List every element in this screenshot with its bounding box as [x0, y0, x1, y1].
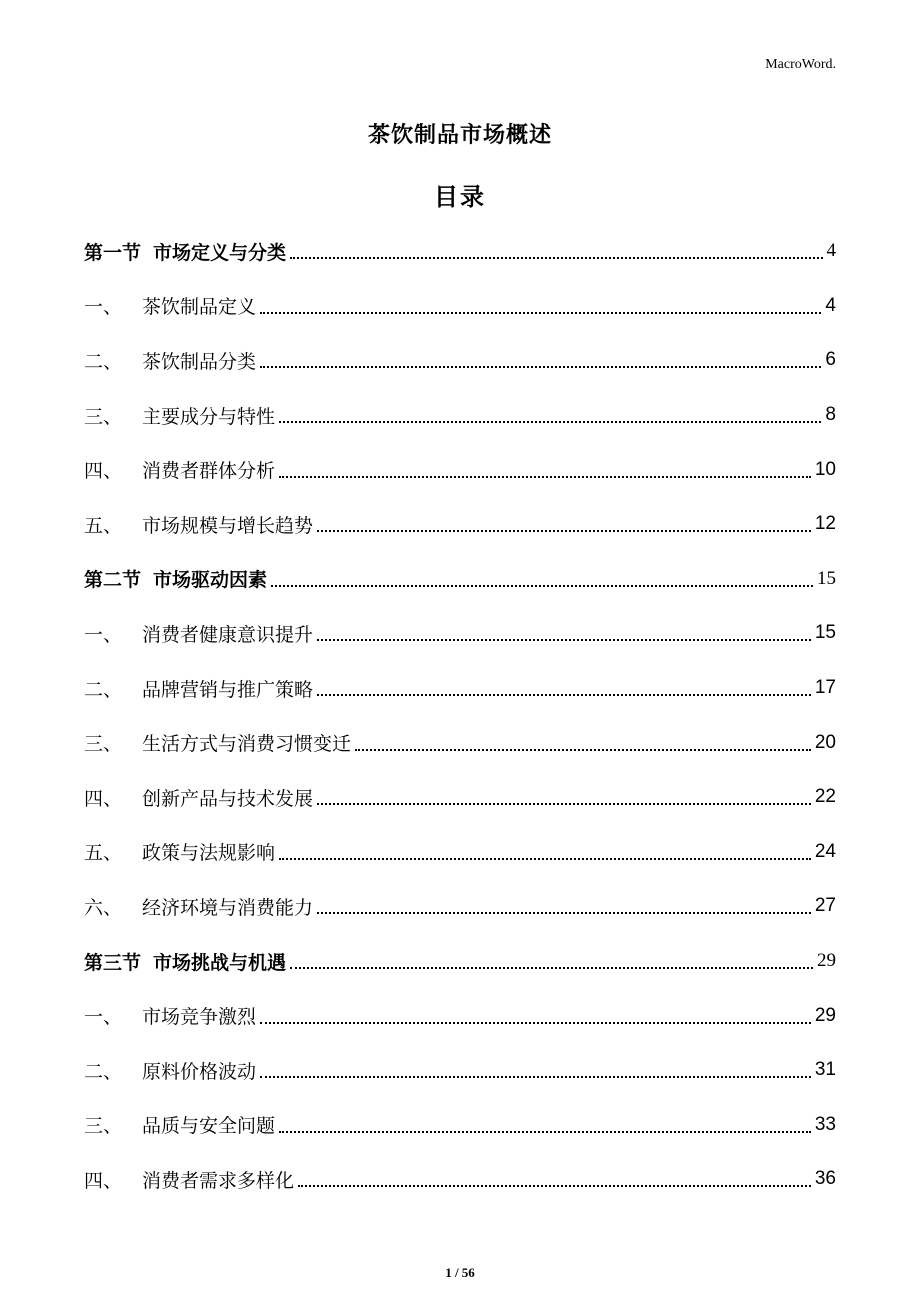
toc-entry-number: 第三节: [84, 951, 142, 974]
toc-entry-text: 政策与法规影响: [142, 842, 276, 865]
toc-entry-label: [84, 456, 275, 483]
toc-entry-label: [84, 511, 313, 538]
toc-entry-number: 第二节: [84, 569, 142, 592]
toc-entry-label: [84, 402, 275, 429]
toc-page-number: 29: [814, 1004, 836, 1026]
toc-page-number: 36: [814, 1168, 836, 1190]
toc-entry-label: [84, 1057, 256, 1084]
toc-entry-label: [84, 893, 313, 920]
toc-entry-number: 三、: [84, 1115, 123, 1138]
toc-section-entry[interactable]: [84, 552, 836, 607]
toc-entry-text: 品质与安全问题: [142, 1115, 276, 1138]
toc-page-number: 10: [814, 458, 836, 480]
toc-entry-text: 茶饮制品定义: [142, 296, 257, 319]
toc-item-entry[interactable]: [84, 825, 836, 880]
toc-dot-leader: [317, 803, 811, 805]
toc-section-entry[interactable]: [84, 224, 836, 279]
toc-entry-number: 一、: [84, 1006, 123, 1029]
toc-heading: 目录: [434, 183, 486, 211]
toc-entry-number: 五、: [84, 842, 123, 865]
toc-entry-label: [84, 729, 351, 756]
toc-dot-leader: [260, 1022, 811, 1024]
toc-entry-text: 主要成分与特性: [142, 405, 276, 428]
toc-page-number: 17: [814, 677, 836, 699]
toc-item-entry[interactable]: [84, 988, 836, 1043]
toc-entry-number: 二、: [84, 350, 123, 373]
toc-entry-label: [84, 565, 267, 592]
toc-item-entry[interactable]: [84, 279, 836, 334]
toc-entry-label: [84, 347, 256, 374]
toc-dot-leader: [260, 366, 821, 368]
toc-entry-text: 消费者需求多样化: [142, 1169, 295, 1192]
toc-page-number: 4: [825, 294, 836, 316]
page-indicator: 1 / 56: [445, 1265, 475, 1280]
toc-page-number: 4: [826, 240, 836, 262]
toc-item-entry[interactable]: [84, 333, 836, 388]
toc-entry-text: 品牌营销与推广策略: [142, 678, 314, 701]
toc-entry-label: [84, 838, 275, 865]
toc-entry-text: 市场定义与分类: [153, 241, 287, 264]
toc-dot-leader: [279, 1131, 811, 1133]
toc-dot-leader: [317, 694, 811, 696]
toc-dot-leader: [290, 967, 813, 969]
toc-page-number: 15: [814, 622, 836, 644]
toc-page-number: 24: [814, 840, 836, 862]
toc-item-entry[interactable]: [84, 715, 836, 770]
toc-page-number: 27: [814, 895, 836, 917]
toc-item-entry[interactable]: [84, 661, 836, 716]
toc-entry-number: 四、: [84, 460, 123, 483]
toc-entry-text: 消费者群体分析: [142, 460, 276, 483]
toc-entry-number: 四、: [84, 1169, 123, 1192]
toc-entry-text: 生活方式与消费习惯变迁: [142, 733, 352, 756]
toc-item-entry[interactable]: [84, 497, 836, 552]
toc-entry-text: 市场竞争激烈: [142, 1006, 257, 1029]
toc-item-entry[interactable]: [84, 879, 836, 934]
toc-dot-leader: [279, 476, 811, 478]
table-of-contents: [84, 224, 836, 1207]
toc-entry-text: 市场规模与增长趋势: [142, 514, 314, 537]
toc-dot-leader: [279, 421, 821, 423]
toc-entry-number: 第一节: [84, 241, 142, 264]
toc-entry-label: [84, 675, 313, 702]
toc-dot-leader: [279, 858, 811, 860]
toc-dot-leader: [260, 312, 821, 314]
toc-page-number: 22: [814, 786, 836, 808]
toc-entry-label: [84, 1002, 256, 1029]
toc-dot-leader: [298, 1185, 811, 1187]
toc-entry-label: [84, 1111, 275, 1138]
toc-entry-label: [84, 948, 286, 975]
toc-page-number: 15: [817, 567, 836, 589]
toc-entry-number: 六、: [84, 896, 123, 919]
toc-page-number: 33: [814, 1113, 836, 1135]
toc-entry-number: 五、: [84, 514, 123, 537]
toc-entry-text: 原料价格波动: [142, 1060, 257, 1083]
toc-entry-label: [84, 292, 256, 319]
toc-item-entry[interactable]: [84, 442, 836, 497]
toc-item-entry[interactable]: [84, 1043, 836, 1098]
toc-item-entry[interactable]: [84, 388, 836, 443]
toc-entry-number: 二、: [84, 1060, 123, 1083]
toc-section-entry[interactable]: [84, 934, 836, 989]
toc-page-number: 20: [814, 731, 836, 753]
toc-entry-number: 一、: [84, 296, 123, 319]
header-brand-mark: MacroWord.: [765, 57, 836, 72]
toc-entry-text: 创新产品与技术发展: [142, 787, 314, 810]
toc-entry-number: 二、: [84, 678, 123, 701]
toc-dot-leader: [317, 530, 811, 532]
toc-entry-label: [84, 784, 313, 811]
toc-dot-leader: [271, 585, 813, 587]
toc-item-entry[interactable]: [84, 770, 836, 825]
toc-page-number: 8: [825, 404, 836, 426]
toc-item-entry[interactable]: [84, 606, 836, 661]
toc-page-number: 29: [817, 950, 836, 972]
toc-entry-label: [84, 1166, 294, 1193]
toc-entry-text: 经济环境与消费能力: [142, 896, 314, 919]
toc-dot-leader: [317, 639, 811, 641]
toc-entry-label: [84, 620, 313, 647]
toc-item-entry[interactable]: [84, 1152, 836, 1207]
toc-dot-leader: [290, 257, 822, 259]
toc-page-number: 31: [814, 1059, 836, 1081]
toc-entry-label: [84, 238, 286, 265]
toc-entry-text: 市场挑战与机遇: [153, 951, 287, 974]
toc-page-number: 12: [814, 513, 836, 535]
toc-entry-text: 消费者健康意识提升: [142, 623, 314, 646]
toc-entry-text: 茶饮制品分类: [142, 350, 257, 373]
toc-item-entry[interactable]: [84, 1098, 836, 1153]
toc-entry-number: 一、: [84, 623, 123, 646]
toc-entry-number: 三、: [84, 405, 123, 428]
document-title: 茶饮制品市场概述: [367, 123, 552, 148]
toc-entry-number: 三、: [84, 733, 123, 756]
toc-dot-leader: [317, 912, 811, 914]
toc-dot-leader: [355, 749, 811, 751]
toc-entry-number: 四、: [84, 787, 123, 810]
toc-dot-leader: [260, 1076, 811, 1078]
toc-entry-text: 市场驱动因素: [153, 569, 268, 592]
toc-page-number: 6: [825, 349, 836, 371]
